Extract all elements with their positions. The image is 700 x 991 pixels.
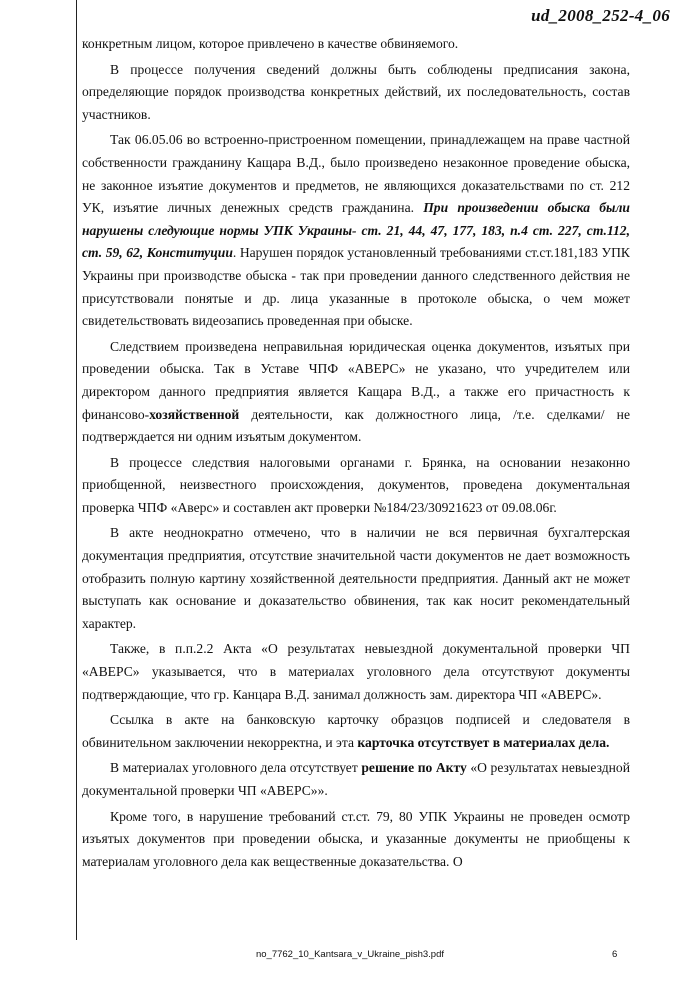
paragraph-6: Также, в п.п.2.2 Акта «О результатах невыездной документальной проверки ЧП «АВЕРС» указывается, что в материалах уголовного дела отсутствуют документы подтверждающие, что гр. Канцара В.Д. занимал должность зам. директора ЧП «АВЕРС». — [82, 641, 630, 702]
paragraph-7 — [82, 709, 630, 754]
footer-filename: no_7762_10_Kantsara_v_Ukraine_pish3.pdf — [255, 949, 445, 960]
document-id: ud_2008_252-4_06 — [531, 6, 670, 25]
footer-page-number: 6 — [612, 949, 618, 960]
paragraph-3-text-a: Следствием произведена неправильная юридическая оценка документов, изъятых при проведении обыска. Так в Уставе ЧПФ «АВЕРС» не указано, что учредителем или директором данного предприятия является Кащара В.Д., а также его причастность к финансово- — [82, 338, 630, 422]
paragraph-3-text-c: деятельности, как должностного лица, /т.е. сделками/ не подтверждается ни одним изъятым документом. — [82, 406, 630, 445]
paragraph-8-emphasis: решение по Акту — [361, 760, 467, 776]
paragraph-0: конкретным лицом, которое привлечено в качестве обвиняемого. — [82, 36, 459, 51]
paragraph-8 — [82, 757, 630, 802]
paragraph-8-text-a: В материалах уголовного дела отсутствует — [110, 760, 362, 776]
paragraph-9: Кроме того, в нарушение требований ст.ст. 79, 80 УПК Украины не проведен осмотр изъятых документов при проведении обыска, и указанные документы не приобщены к материалам уголовного дела как вещественные доказательства. О — [82, 808, 630, 869]
paragraph-3 — [82, 336, 630, 449]
paragraph-4: В процессе следствия налоговыми органами г. Брянка, на основании незаконно приобщенной, неизвестного происхождения, документов, проведена документальная проверка ЧПФ «Аверс» и составлен акт проверки №184/23/30921623 от 09.08.06г. — [82, 454, 630, 515]
paragraph-7-text-a: Ссылка в акте на банковскую карточку образцов подписей и следователя в обвинительном заключении некорректна, и эта — [82, 712, 630, 750]
paragraph-2 — [82, 129, 630, 332]
paragraph-7-emphasis: карточка отсутствует в материалах дела. — [357, 734, 610, 750]
paragraph-3-emphasis: хозяйственной — [149, 406, 240, 422]
paragraph-1: В процессе получения сведений должны быть соблюдены предписания закона, определяющие порядок производства конкретных действий, их последовательность, состав участников. — [82, 61, 630, 122]
paragraph-5: В акте неоднократно отмечено, что в наличии не вся первичная бухгалтерская документация предприятия, отсутствие значительной части документов не дает возможность отобразить полную картину хозяйственной деятельности предприятия. Данный акт не может выступать как основание и доказательство обвинения, так как носит рекомендательный характер. — [82, 525, 630, 631]
paragraph-8-text-c: «О результатах невыездной документальной проверки ЧП «АВЕРС»». — [82, 760, 630, 798]
left-margin-line — [76, 0, 77, 940]
paragraph-2-emphasis: При произведении обыска были нарушены следующие нормы УПК Украины- ст. 21, 44, 47, 177, 183, п.4 ст. 227, ст.112, ст. 59, 62, Конституции — [82, 200, 630, 261]
paragraph-2-text-c: . Нарушен порядок установленный требованиями ст.ст.181,183 УПК Украины при производстве обыска - так при проведении данного следственного действия не присутствовали понятые и др. лица указанные в протоколе обыска, о чем может свидетельствовать видеозапись проведенная при обыске. — [82, 245, 630, 329]
document-body — [82, 33, 630, 876]
paragraph-2-text-a: Так 06.05.06 во встроенно-пристроенном помещении, принадлежащем на праве частной собственности гражданину Кащара В.Д., было произведено незаконное проведение обыска, не законное изъятие документов и предметов, не являющихся доказательствами по ст. 212 УК, изъятие личных денежных средств гражданина. — [82, 132, 630, 216]
